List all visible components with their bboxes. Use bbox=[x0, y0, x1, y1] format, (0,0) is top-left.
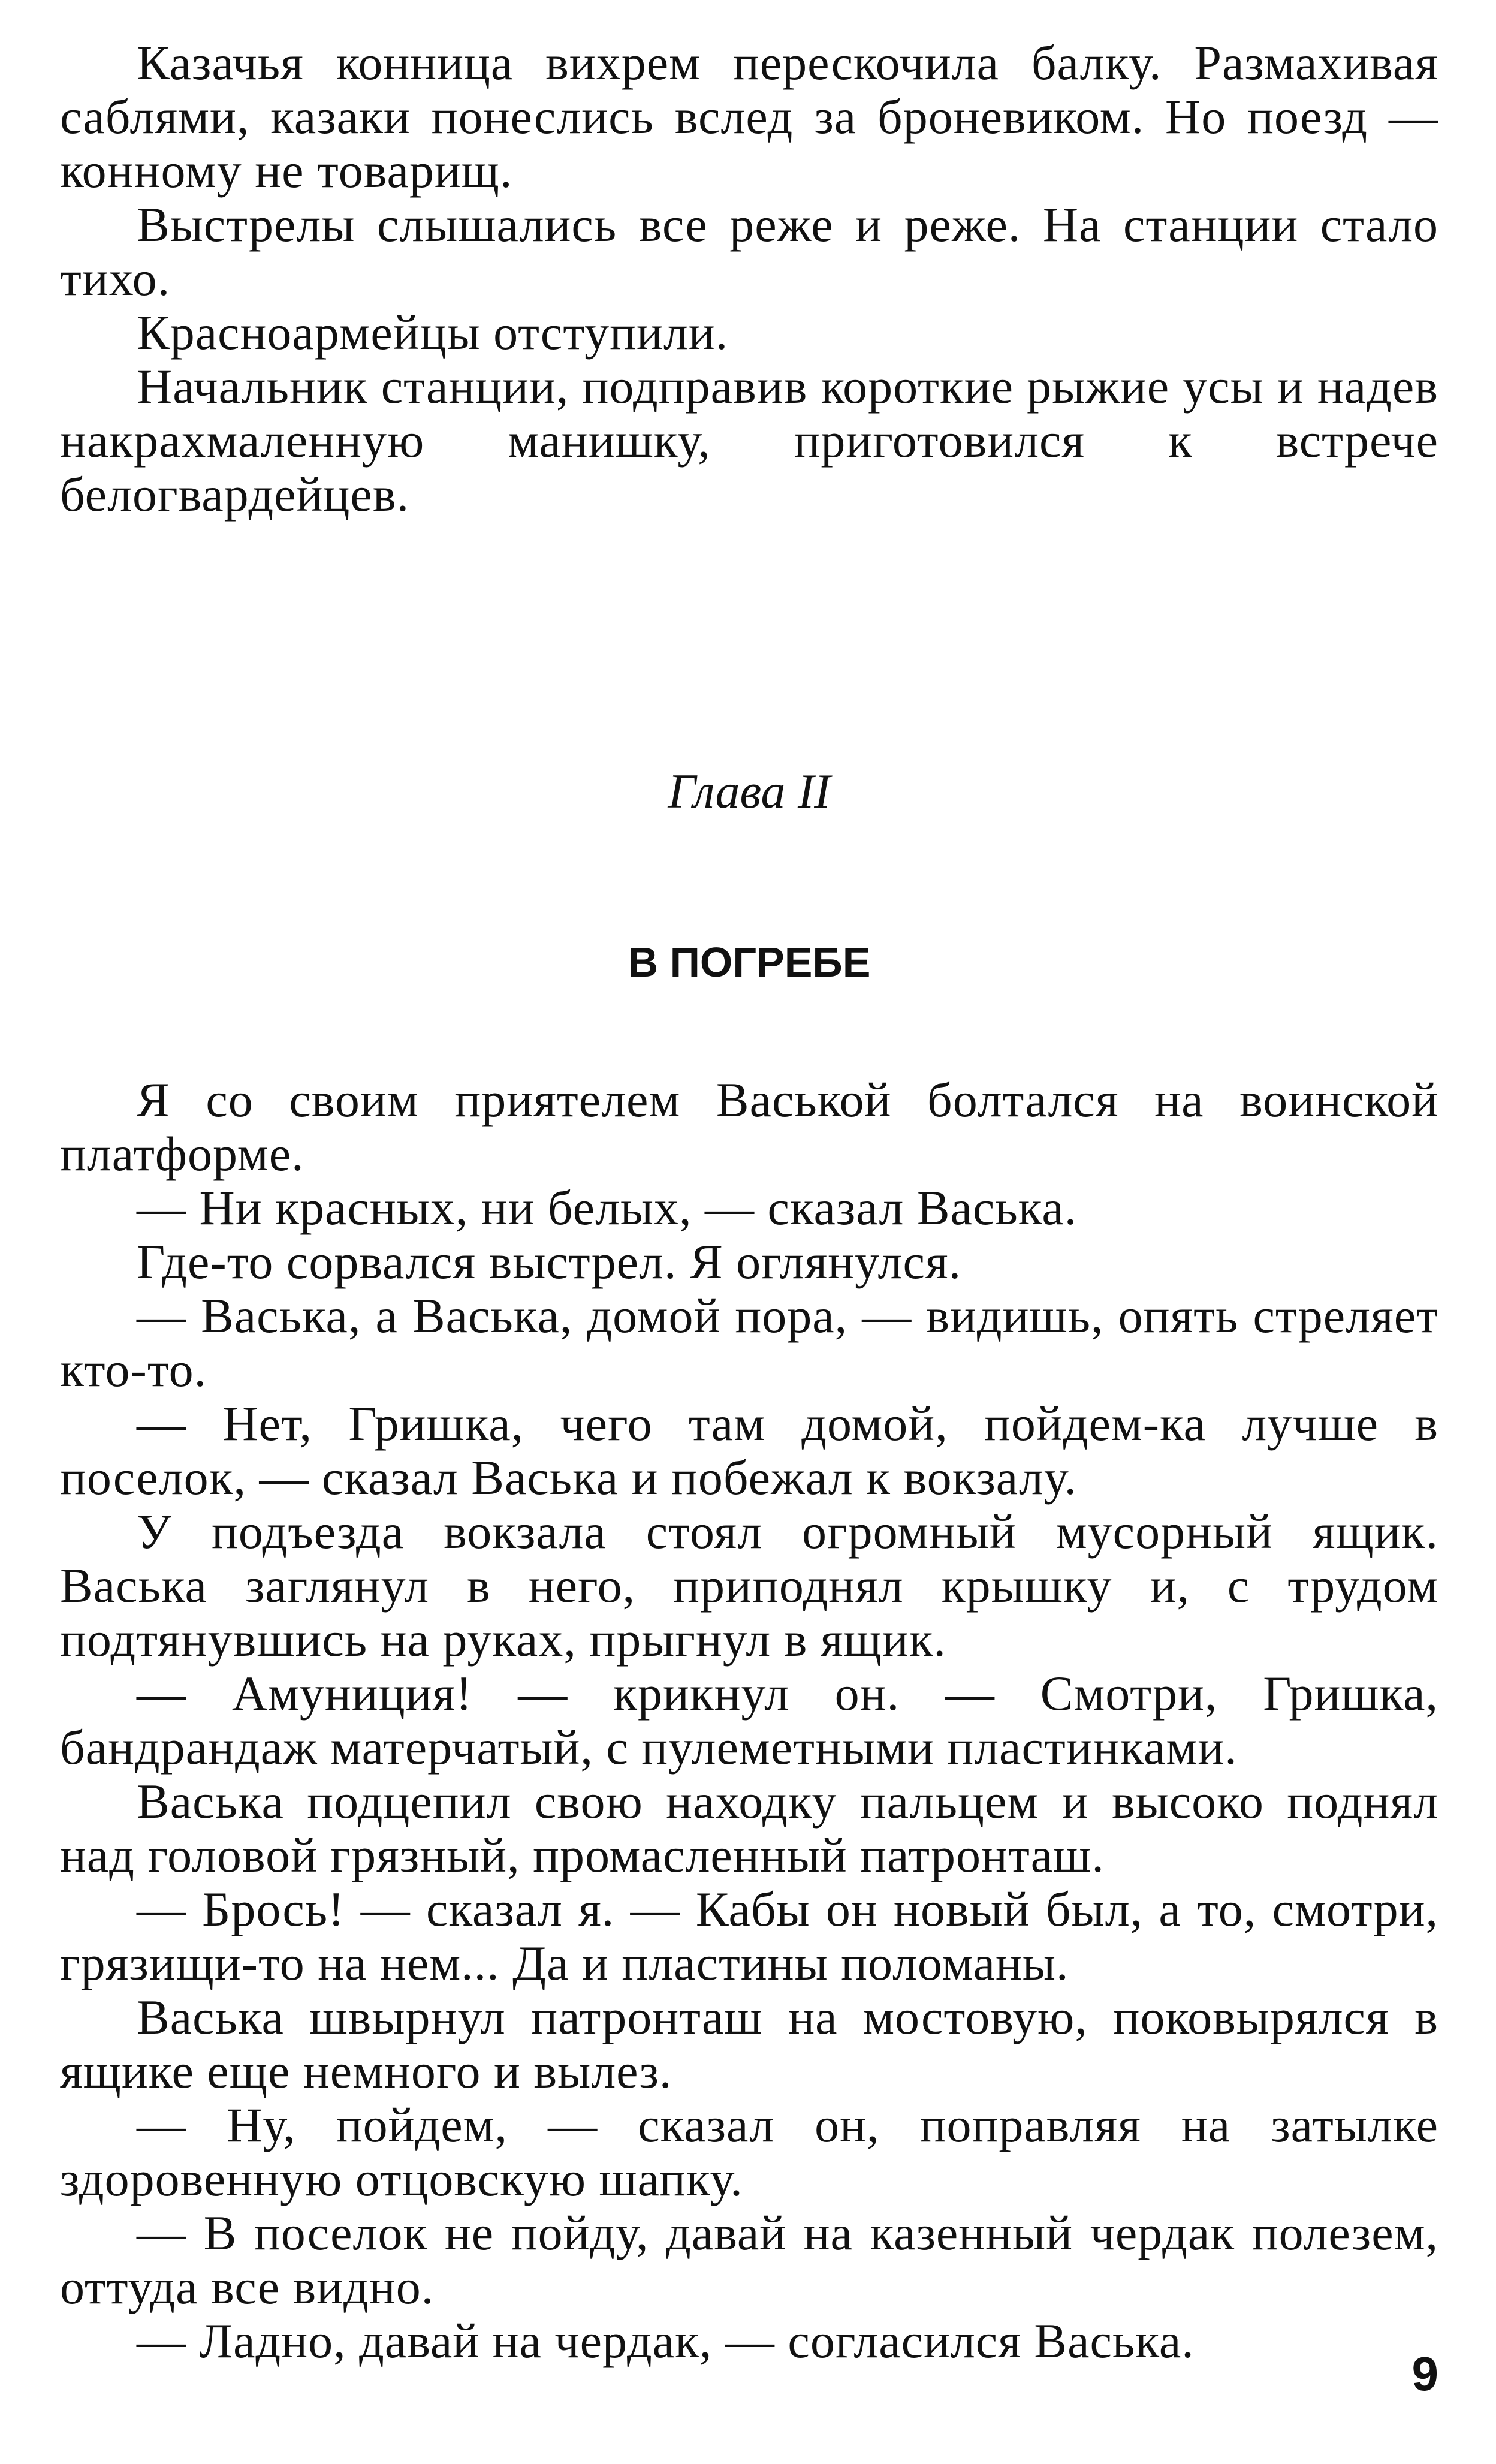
paragraph: Васька подцепил свою находку пальцем и высоко поднял над головой грязный, промасленный патронташ. bbox=[60, 1774, 1438, 1882]
paragraph: — Ну, пойдем, — сказал он, поправляя на затылке здоровенную отцовскую шапку. bbox=[60, 2098, 1438, 2206]
text-block-main bbox=[60, 1073, 1438, 2368]
text-block-top bbox=[60, 36, 1438, 522]
paragraph: — Амуниция! — крикнул он. — Смотри, Гришка, бандрандаж матерчатый, с пулеметными пластинками. bbox=[60, 1666, 1438, 1775]
paragraph: Казачья конница вихрем перескочила балку. Размахивая саблями, казаки понеслись вслед за броневиком. Но поезд — конному не товарищ. bbox=[60, 35, 1438, 198]
paragraph: Я со своим приятелем Васькой болтался на воинской платформе. bbox=[60, 1073, 1438, 1181]
paragraph: Начальник станции, подправив короткие рыжие усы и надев накрахмаленную манишку, приготовился к встрече белогвардейцев. bbox=[60, 359, 1438, 522]
paragraph: — В поселок не пойду, давай на казенный чердак полезем, оттуда все видно. bbox=[60, 2206, 1438, 2314]
chapter-title: В ПОГРЕБЕ bbox=[628, 939, 871, 986]
paragraph: Васька швырнул патронташ на мостовую, поковырялся в ящике еще немного и вылез. bbox=[60, 1990, 1438, 2098]
paragraph: У подъезда вокзала стоял огромный мусорный ящик. Васька заглянул в него, приподнял крышку и, с трудом подтянувшись на руках, прыгнул в ящик. bbox=[60, 1504, 1438, 1667]
paragraph: — Брось! — сказал я. — Кабы он новый был, а то, смотри, грязищи-то на нем... Да и пластины поломаны. bbox=[60, 1882, 1438, 1990]
paragraph: — Ладно, давай на чердак, — согласился Васька. bbox=[137, 2314, 1195, 2368]
paragraph: Где-то сорвался выстрел. Я оглянулся. bbox=[137, 1234, 962, 1289]
paragraph: — Нет, Гришка, чего там домой, пойдем-ка лучше в поселок, — сказал Васька и побежал к вокзалу. bbox=[60, 1396, 1438, 1505]
paragraph: Красноармейцы отступили. bbox=[137, 305, 729, 360]
paragraph: — Ни красных, ни белых, — сказал Васька. bbox=[137, 1180, 1078, 1235]
paragraph: Выстрелы слышались все реже и реже. На станции стало тихо. bbox=[60, 197, 1438, 306]
paragraph: — Васька, а Васька, домой пора, — видишь, опять стреляет кто-то. bbox=[60, 1288, 1438, 1397]
chapter-label: Глава II bbox=[668, 764, 831, 818]
page-number: 9 bbox=[1411, 2347, 1438, 2400]
